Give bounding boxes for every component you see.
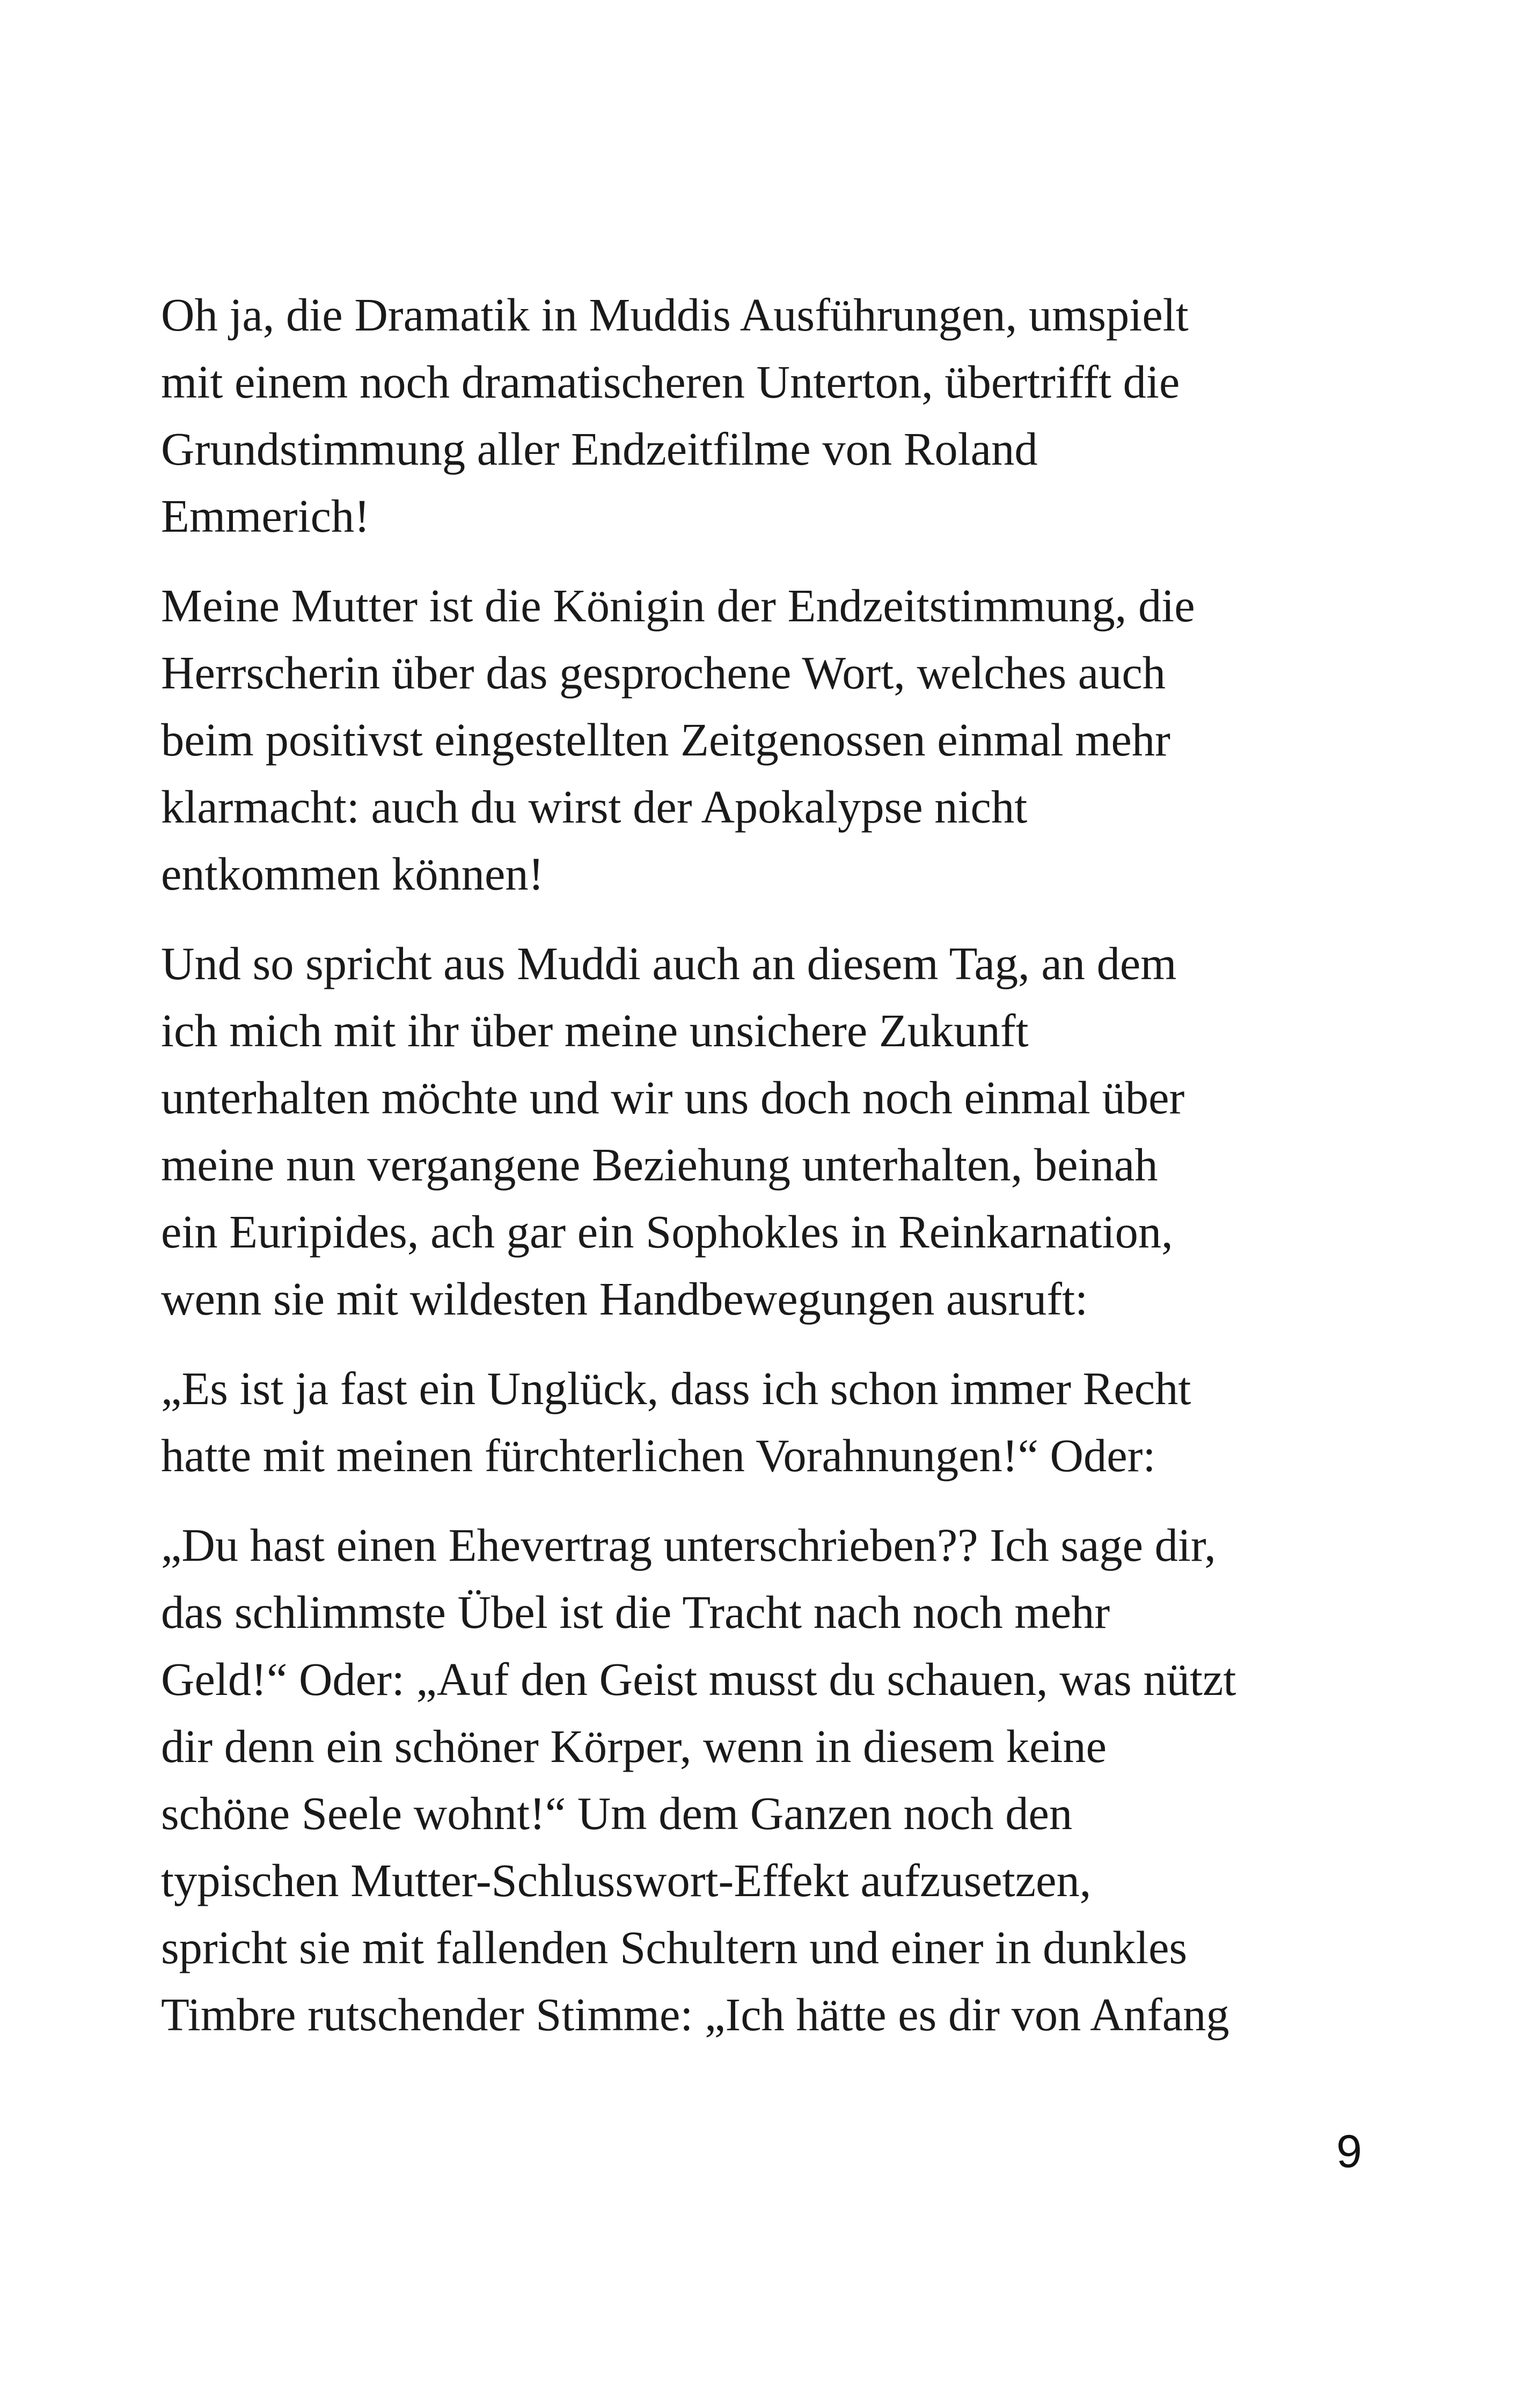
text-line: spricht sie mit fallenden Schultern und einer in dunkles: [161, 1922, 1188, 1973]
text-line: schöne Seele wohnt!“ Um dem Ganzen noch den: [161, 1788, 1073, 1839]
text-line: das schlimmste Übel ist die Tracht nach noch mehr: [161, 1587, 1110, 1638]
text-line: Timbre rutschender Stimme: „Ich hätte es dir von Anfang: [161, 1989, 1229, 2040]
paragraph-3: [161, 930, 1358, 1333]
text-line: beim positivst eingestellten Zeitgenossen einmal mehr: [161, 714, 1170, 766]
text-line: unterhalten möchte und wir uns doch noch einmal über: [161, 1072, 1185, 1124]
paragraph-4: [161, 1355, 1358, 1489]
text-line: Oh ja, die Dramatik in Muddis Ausführungen, umspielt: [161, 289, 1189, 341]
text-line: Meine Mutter ist die Königin der Endzeitstimmung, die: [161, 580, 1195, 632]
text-line: entkommen können!: [161, 848, 544, 900]
page-number: 9: [1336, 2126, 1362, 2177]
text-line: Emmerich!: [161, 490, 370, 542]
body-text: [161, 282, 1358, 2071]
text-line: „Du hast einen Ehevertrag unterschrieben?? Ich sage dir,: [161, 1519, 1216, 1571]
text-line: ich mich mit ihr über meine unsichere Zukunft: [161, 1005, 1029, 1056]
paragraph-2: [161, 572, 1358, 908]
paragraph-1: [161, 282, 1358, 550]
text-line: „Es ist ja fast ein Unglück, dass ich schon immer Recht: [161, 1363, 1191, 1414]
text-line: Grundstimmung aller Endzeitfilme von Roland: [161, 423, 1038, 475]
text-line: mit einem noch dramatischeren Unterton, übertrifft die: [161, 356, 1180, 408]
text-line: klarmacht: auch du wirst der Apokalypse nicht: [161, 781, 1028, 833]
text-line: Und so spricht aus Muddi auch an diesem Tag, an dem: [161, 938, 1177, 989]
text-line: Herrscherin über das gesprochene Wort, welches auch: [161, 647, 1166, 699]
text-line: ein Euripides, ach gar ein Sophokles in Reinkarnation,: [161, 1206, 1173, 1258]
paragraph-5: [161, 1512, 1358, 2049]
text-line: Geld!“ Oder: „Auf den Geist musst du schauen, was nützt: [161, 1654, 1236, 1705]
text-line: hatte mit meinen fürchterlichen Vorahnungen!“ Oder:: [161, 1430, 1156, 1481]
text-line: typischen Mutter-Schlusswort-Effekt aufzusetzen,: [161, 1855, 1092, 1906]
text-line: wenn sie mit wildesten Handbewegungen ausruft:: [161, 1273, 1088, 1325]
text-line: dir denn ein schöner Körper, wenn in diesem keine: [161, 1721, 1107, 1772]
text-line: meine nun vergangene Beziehung unterhalten, beinah: [161, 1139, 1158, 1191]
